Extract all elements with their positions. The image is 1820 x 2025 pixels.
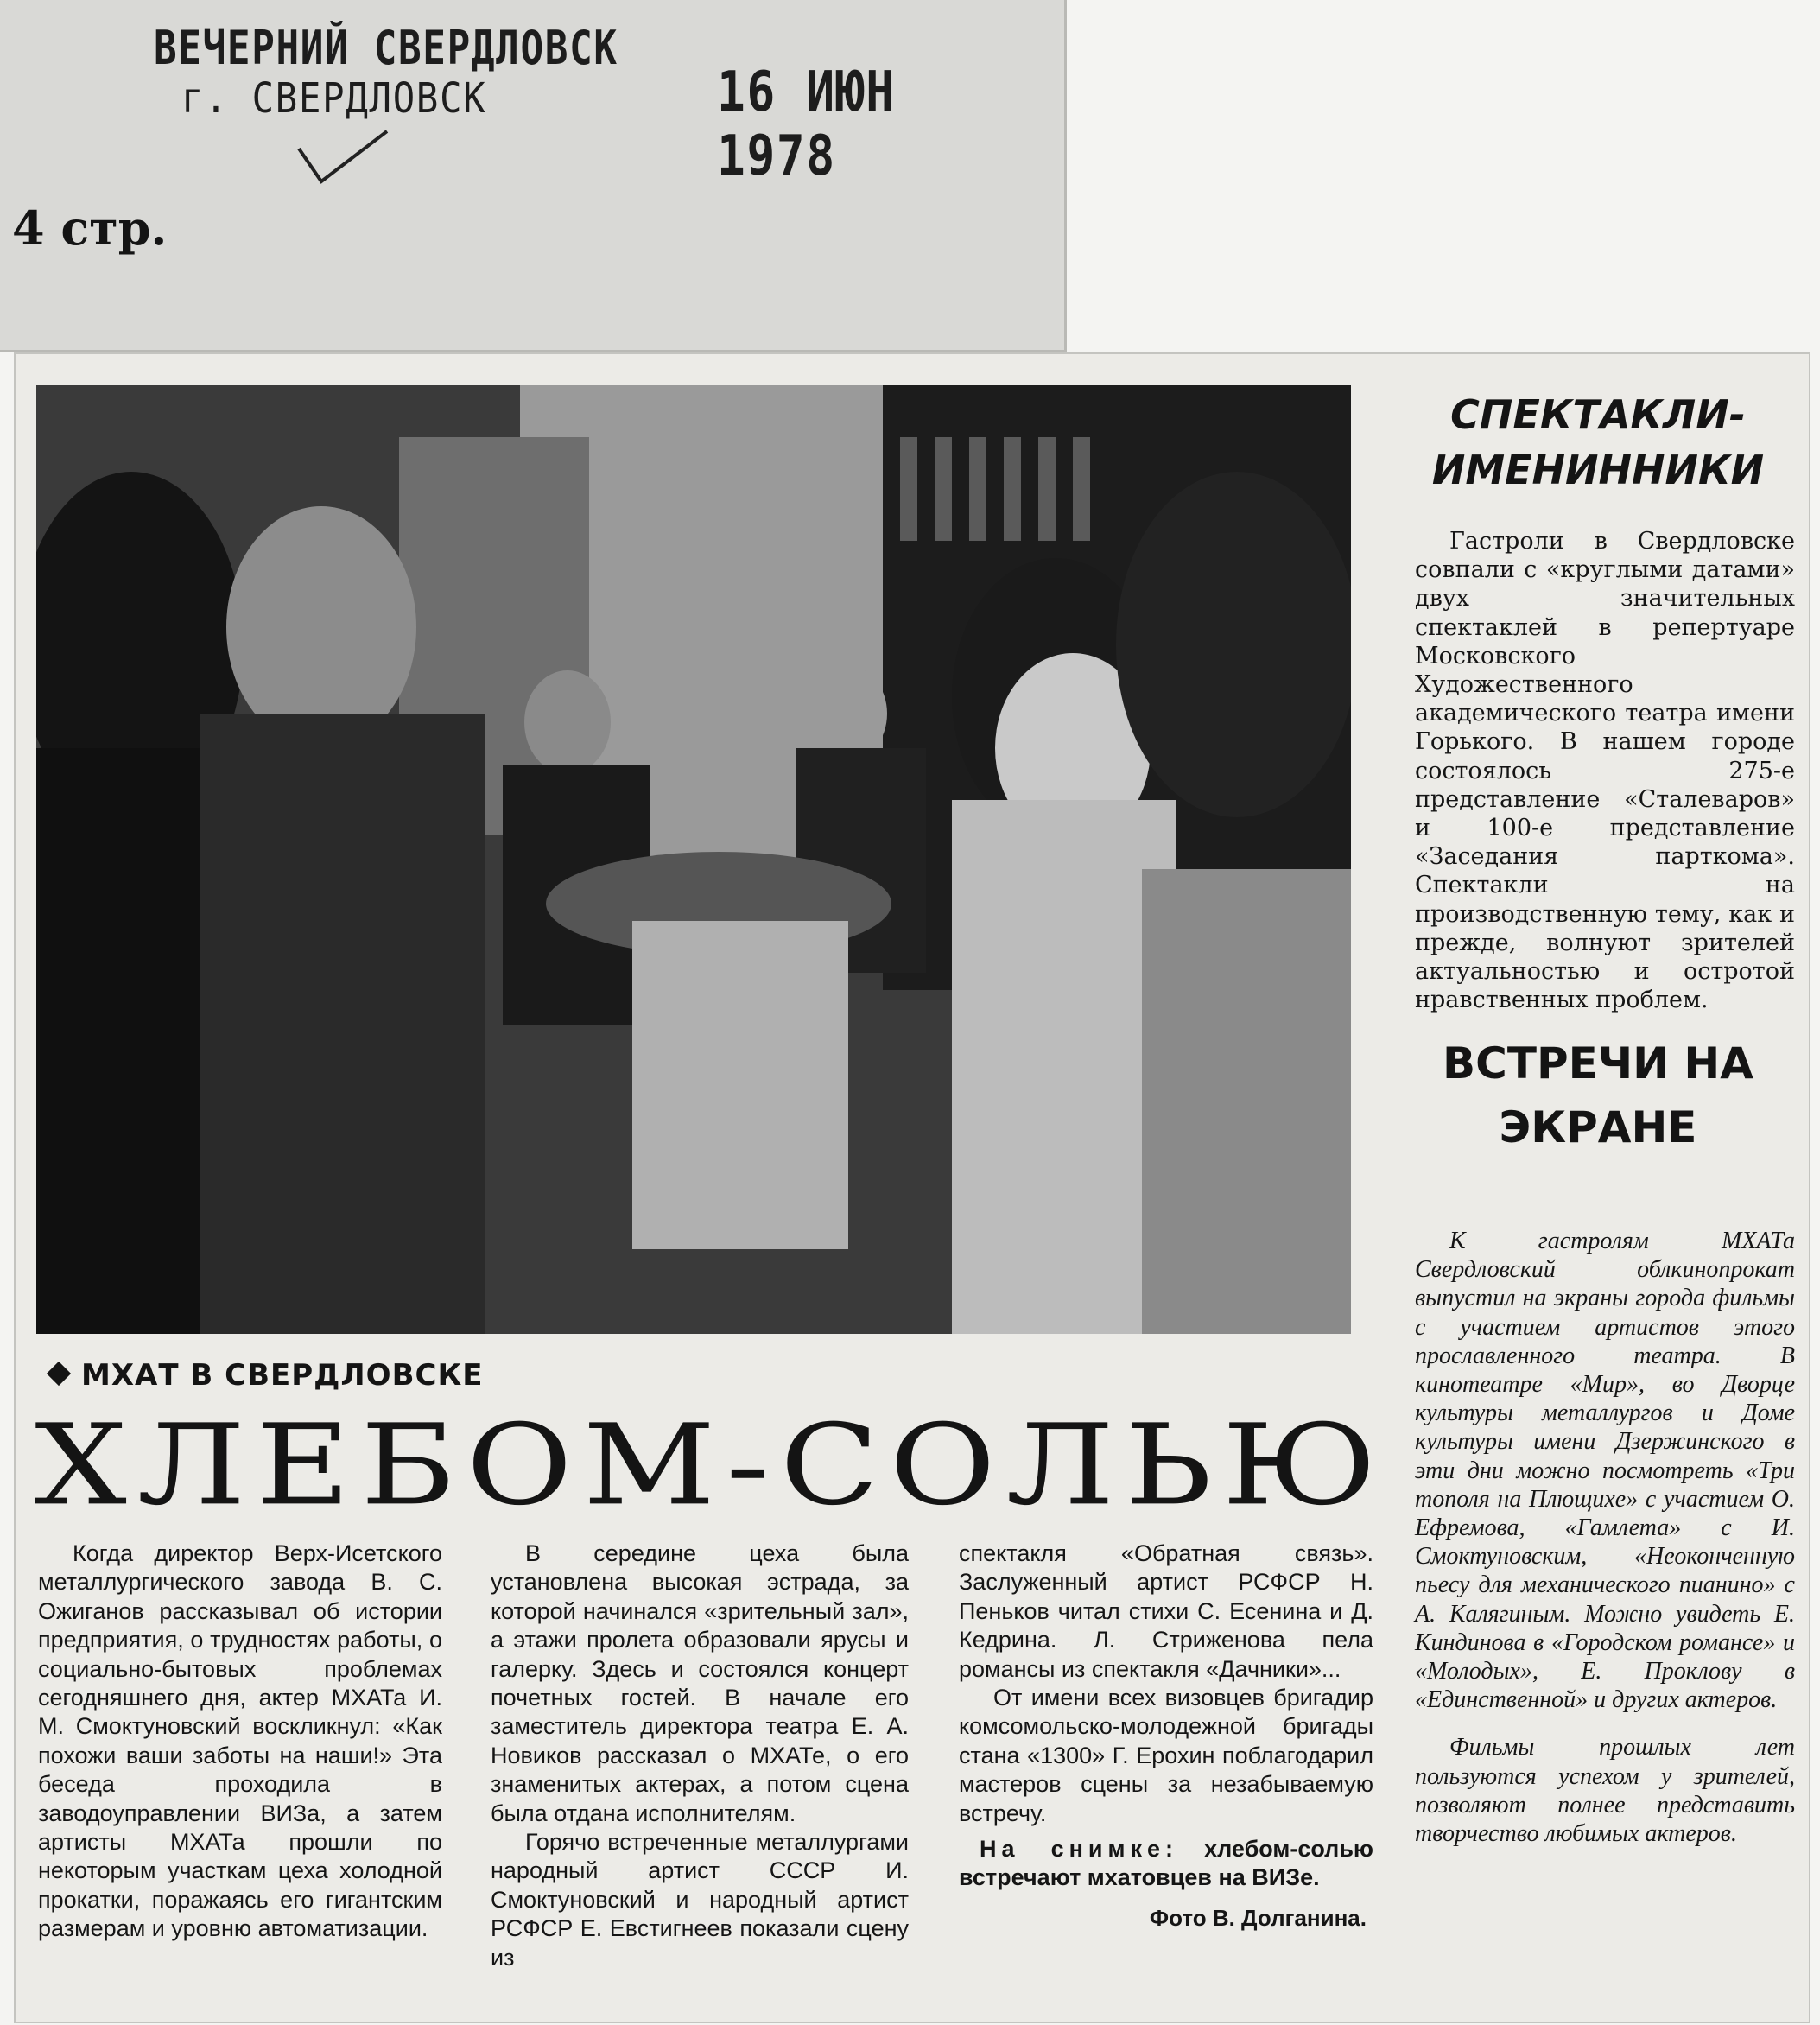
sidebar-text-1 (1415, 527, 1795, 1014)
sidebar-paragraph: Гастроли в Свердловске совпали с «круглыми датами» двух значительных спектаклей в репертуаре Московского Художественного академического театра имени Горького. В нашем городе состоялось 275-е представление «Сталеваров» и 100-е представление «Заседания парткома». Спектакли на производственную тему, как и прежде, волнуют зрителей актуальностью и остротой нравственных проблем. (1415, 528, 1795, 1014)
news-photo (36, 385, 1351, 1334)
date-stamp: 16 ИЮН 1978 (717, 60, 896, 188)
photo-caption (959, 1835, 1373, 1892)
caption-text: хлебом-солью встречают мхатовцев на ВИЗе. (959, 1836, 1373, 1891)
article-column-2 (491, 1539, 909, 1972)
article-headline: ХЛЕБОМ-СОЛЬЮ (35, 1400, 1387, 1531)
header-slip (0, 0, 1067, 352)
article-paragraph: спектакля «Обратная связь». Заслуженный артист РСФСР Н. Пеньков читал стихи С. Есенина и Д. Кедрина. Л. Стриженова пела романсы из спектакля «Дачники»... (959, 1540, 1373, 1682)
newspaper-stamp: ВЕЧЕРНИЙ СВЕРДЛОВСК (154, 21, 618, 75)
rubric-label: МХАТ В СВЕРДЛОВСКЕ (81, 1358, 484, 1393)
article-paragraph: В середине цеха была установлена высокая эстрада, за которой начинался «зрительный зал», а этажи пролета образовали ярусы и галерку. Здесь и состоялся концерт почетных гостей. В начале его заместитель директора театра Е. А. Новиков рассказал о МХАТе, о его знаменитых актерах, а потом сцена была отдана исполнителям. (491, 1540, 909, 1826)
sidebar-paragraph: К гастролям МХАТа Свердловский облкинопрокат выпустил на экраны города фильмы с участием артистов этого прославленного театра. В кинотеатре «Мир», во Дворце культуры металлургов и Доме культуры имени Дзержинского в эти дни можно посмотреть «Три тополя на Плющихе» с участием О. Ефремова, «Гамлета» с И. Смоктуновским, «Неоконченную пьесу для механического пианино» с А. Калягиным. Можно увидеть Е. Киндинова в «Городском романсе» и «Молодых», Е. Проклову в «Единственной» и других актеров. (1415, 1228, 1795, 1714)
city-stamp: г. СВЕРДЛОВСК (181, 74, 487, 123)
rubric (50, 1358, 483, 1393)
article-paragraph: Когда директор Верх-Исетского металлургического завода В. С. Ожиганов рассказывал об истории предприятия, о трудностях работы, о социально-бытовых проблемах сегодняшнего дня, актер МХАТа И. М. Смоктуновский воскликнул: «Как похожи ваши заботы на наши!» Эта беседа проходила в заводоуправлении ВИЗа, а затем артисты МХАТа прошли по некоторым участкам цеха холодной прокатки, поражаясь его гигантским размерам и уровню автоматизации. (38, 1540, 442, 1942)
photo-credit: Фото В. Долганина. (1149, 1905, 1367, 1932)
sidebar-text-2 (1415, 1227, 1795, 1848)
sidebar-heading-1: СПЕКТАКЛИ-ИМЕНИННИКИ (1431, 391, 1765, 493)
checkmark-icon (295, 130, 390, 190)
article-column-1 (38, 1539, 442, 1944)
page-number: 4 стр. (12, 200, 168, 256)
diamond-icon (47, 1362, 71, 1386)
article-paragraph: От имени всех визовцев бригадир комсомольско-молодежной бригады стана «1300» Г. Ерохин поблагодарил мастеров сцены за незабываемую встречу. (959, 1685, 1373, 1826)
sidebar-paragraph: Фильмы прошлых лет пользуются успехом у зрителей, позволяют полнее представить творчество любимых актеров. (1415, 1734, 1795, 1848)
article-paragraph: Горячо встреченные металлургами народный артист СССР И. Смоктуновский и народный артист РСФСР Е. Евстигнеев показали сцену из (491, 1829, 909, 1971)
sidebar-heading-2: ВСТРЕЧИ НА ЭКРАНЕ (1443, 1038, 1753, 1152)
caption-label: На снимке: (980, 1836, 1179, 1863)
article-column-3 (959, 1539, 1373, 1933)
